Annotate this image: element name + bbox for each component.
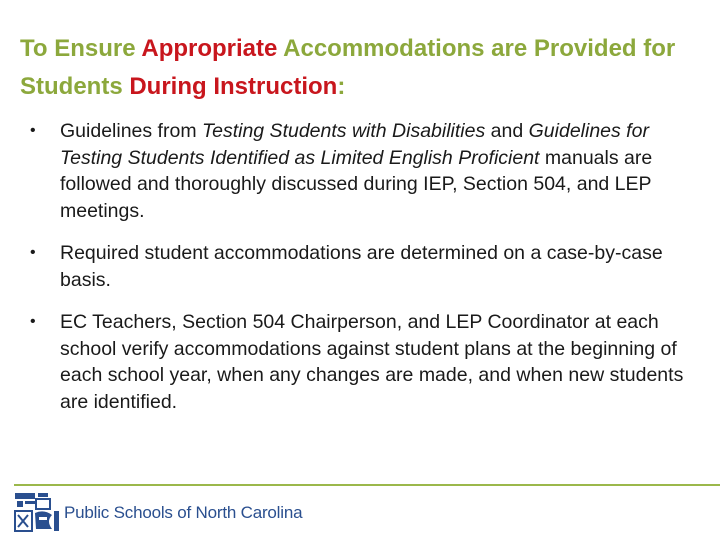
bullet-text: and bbox=[485, 120, 529, 142]
bullet-item-guidelines bbox=[30, 118, 700, 224]
bullet-text: Required student accommodations are determined on a case-by-case basis. bbox=[60, 242, 663, 291]
bullet-list bbox=[30, 118, 700, 415]
footer-divider bbox=[14, 484, 720, 486]
title-segment-3: Accommodations are Provided for Students bbox=[20, 35, 676, 100]
bullet-marker: • bbox=[30, 313, 36, 330]
nc-dpi-logo-icon bbox=[12, 491, 62, 535]
title-colon: : bbox=[337, 73, 346, 100]
footer bbox=[12, 490, 302, 536]
bullet-item-verify bbox=[30, 309, 700, 415]
bullet-item-case-by-case bbox=[30, 240, 700, 293]
bullet-marker: • bbox=[30, 122, 36, 139]
title-highlight-appropriate: Appropriate bbox=[141, 35, 278, 62]
org-name: Public Schools of North Carolina bbox=[64, 503, 303, 522]
slide-title bbox=[20, 30, 710, 106]
manual-title-lep: Guidelines for Testing Students Identified as Limited English Proficient bbox=[60, 120, 649, 169]
bullet-text: EC Teachers, Section 504 Chairperson, and LEP Coordinator at each school verify accommodations against student plans at the beginning of each school year, when any changes are made, and when new students are identified. bbox=[60, 311, 684, 413]
bullet-text: manuals are followed and thoroughly discussed during IEP, Section 504, and LEP meetings. bbox=[60, 146, 653, 222]
bullet-text: Guidelines from bbox=[60, 120, 202, 142]
title-highlight-during-instruction: During Instruction bbox=[129, 73, 338, 100]
title-segment-1: To Ensure bbox=[20, 35, 142, 62]
bullet-marker: • bbox=[30, 244, 36, 261]
manual-title-disabilities: Testing Students with Disabilities bbox=[201, 120, 486, 142]
